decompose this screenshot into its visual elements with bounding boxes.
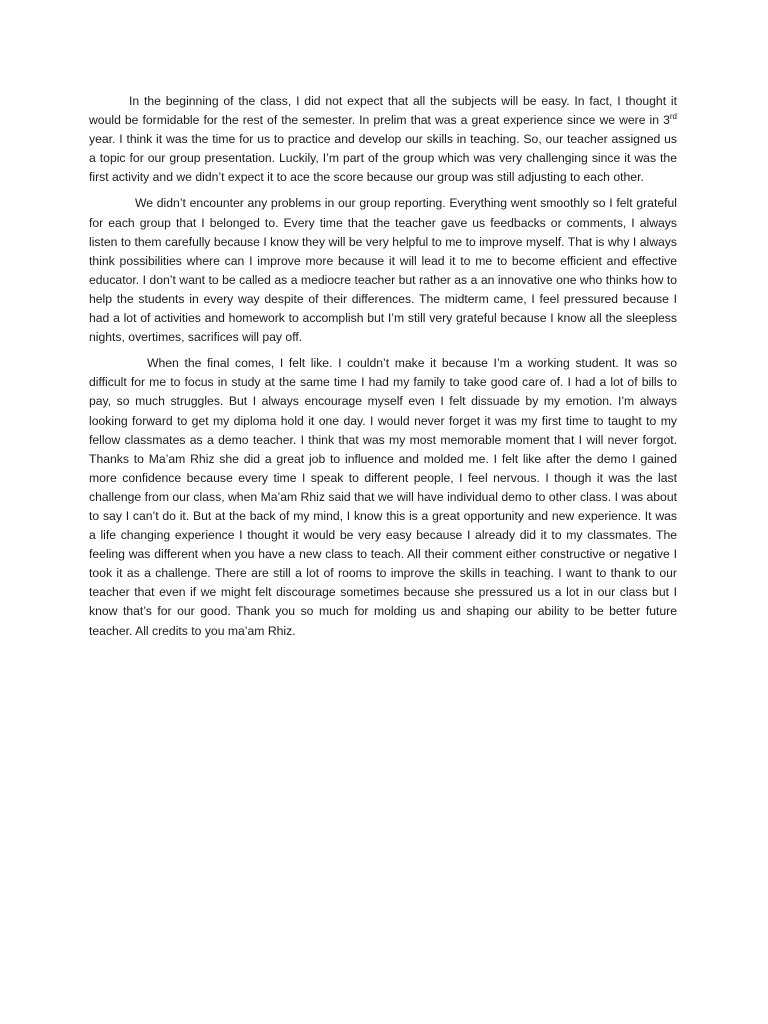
paragraph-1-text-a: In the beginning of the class, I did not expect that all the subjects will be easy. In fact, I thought it would be formidable for the rest of the semester. In prelim that was a great experience since we were in 3 — [89, 94, 677, 128]
essay-body — [89, 92, 677, 648]
paragraph-1 — [89, 92, 677, 187]
paragraph-3: When the final comes, I felt like. I couldn’t make it because I’m a working student. It was so difficult for me to focus in study at the same time I had my family to take good care of. I had a lot of bills to pay, so much struggles. But I always encourage myself even I felt dissuade by my emotion. I’m always looking forward to get my diploma hold it one day. I would never forget it was my first time to taught to my fellow classmates as a demo teacher. I think that was my most memorable moment that I will never forgot. Thanks to Ma’am Rhiz she did a great job to influence and molded me. I felt like after the demo I gained more confidence because every time I speak to different people, I feel nervous. I though it was the last challenge from our class, when Ma’am Rhiz said that we will have individual demo to other class. I was about to say I can’t do it. But at the back of my mind, I know this is a great opportunity and new experience. It was a life changing experience I thought it would be very easy because I already did it to my classmates. The feeling was different when you have a new class to teach. All their comment either constructive or negative I took it as a challenge. There are still a lot of rooms to improve the skills in teaching. I want to thank to our teacher that even if we might felt discourage sometimes because she pressured us a lot in our class but I know that’s for our good. Thank you so much for molding us and shaping our ability to be better future teacher. All credits to you ma’am Rhiz. — [89, 356, 677, 638]
ordinal-suffix: rd — [669, 112, 677, 122]
paragraph-1-text-b: year. I think it was the time for us to practice and develop our skills in teaching. So, our teacher assigned us a topic for our group presentation. Luckily, I’m part of the group which was very challenging since it was the first activity and we didn’t expect it to ace the score because our group was still adjusting to each other. — [89, 132, 677, 185]
paragraph-2: We didn’t encounter any problems in our group reporting. Everything went smoothly so I felt grateful for each group that I belonged to. Every time that the teacher gave us feedbacks or comments, I always listen to them carefully because I know they will be very helpful to me to improve myself. That is why I always think possibilities where can I improve more because it will lead it to me to become efficient and effective educator. I don’t want to be called as a mediocre teacher but rather as a an innovative one who thinks how to help the students in every way despite of their differences. The midterm came, I feel pressured because I had a lot of activities and homework to accomplish but I’m still very grateful because I know all the sleepless nights, overtimes, sacrifices will pay off. — [89, 196, 677, 345]
